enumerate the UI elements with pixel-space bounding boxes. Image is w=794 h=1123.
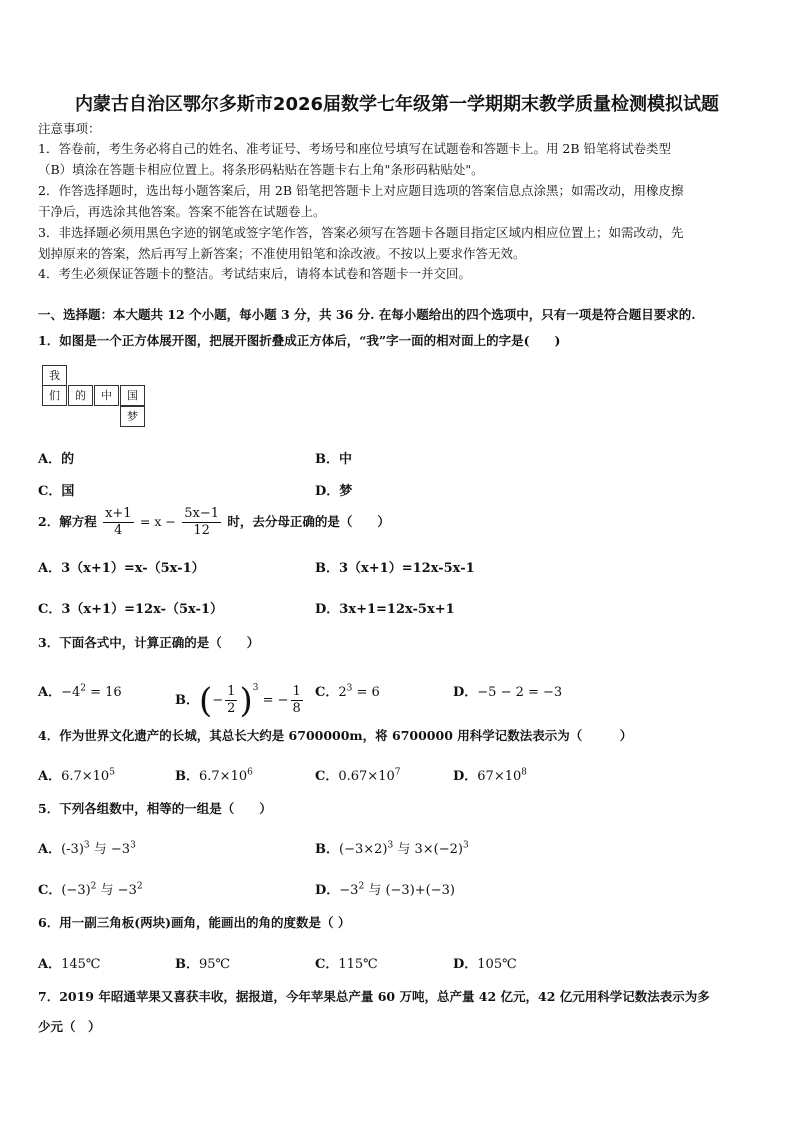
q5-b-label: B． (315, 842, 339, 857)
q2-pre: 2．解方程 (38, 514, 97, 529)
q5-c-term1-exp: 2 (90, 881, 97, 892)
net-cell-guo: 国 (120, 385, 145, 406)
q5-option-b (315, 838, 469, 857)
q1-stem: 1．如图是一个正方体展开图，把展开图折叠成正方体后，“我”字一面的相对面上的字是( ) (38, 333, 561, 348)
q5-a-mid: 与 −3 (89, 842, 131, 857)
q2-option-a: A．3（x+1）=x-（5x-1） (38, 561, 205, 576)
q5-a-term1-exp: 3 (83, 840, 90, 851)
q6-d-value: 105℃ (477, 957, 517, 972)
q2-frac2-numerator: 5x−1 (184, 506, 220, 521)
q6-c-label: C． (315, 957, 339, 972)
cube-net-figure (42, 365, 148, 433)
q4-option-b (175, 765, 253, 784)
note-3-line-2: 划掉原来的答案，然后再写上新答案；不准使用铅笔和涂改液。不按以上要求作答无效。 (38, 246, 526, 261)
net-cell-men: 们 (42, 385, 67, 406)
q6-option-a (38, 953, 100, 972)
q1-option-d: D．梦 (315, 484, 353, 499)
net-cell-zhong: 中 (94, 385, 119, 406)
q5-c-term2-exp: 2 (136, 881, 143, 892)
q5-c-label: C． (38, 883, 62, 898)
q3-a-exp: 2 (80, 683, 86, 694)
note-2-line-1: 2．作答选择题时，选出每小题答案后，用 2B 铅笔把答题卡上对应题目选项的答案信息点涂黑；如需改动，用橡皮擦 (38, 183, 684, 198)
q6-d-label: D． (453, 957, 478, 972)
q6-c-value: 115℃ (338, 957, 378, 972)
q4-option-c (315, 765, 400, 784)
q5-d-term1: −3 (339, 883, 359, 898)
q2-fraction-2 (182, 506, 221, 539)
q3-b-label: B． (175, 693, 199, 708)
q3-option-c (315, 681, 380, 700)
q4-c-exp: 7 (394, 767, 401, 778)
q3-a-rest: = 16 (86, 685, 122, 700)
q6-a-label: A． (38, 957, 62, 972)
q3-c-label: C． (315, 685, 339, 700)
q3-b-frac-num: 1 (227, 684, 236, 699)
q5-b-term1: (−3×2) (339, 842, 388, 857)
q1-option-b: B．中 (315, 452, 352, 467)
q4-option-a (38, 765, 115, 784)
q4-b-base: 6.7×10 (199, 769, 248, 784)
q5-a-label: A． (38, 842, 62, 857)
q5-a-term2-exp: 3 (130, 840, 136, 851)
q6-b-label: B． (175, 957, 199, 972)
q3-d-label: D． (453, 685, 478, 700)
q3-a-label: A． (38, 685, 62, 700)
q3-b-eq: = − (258, 693, 289, 708)
q6-option-c (315, 953, 378, 972)
net-cell-wo: 我 (42, 365, 67, 386)
q4-a-base: 6.7×10 (61, 769, 110, 784)
q3-stem: 3．下面各式中，计算正确的是（ ） (38, 635, 260, 650)
q5-c-mid: 与 −3 (96, 883, 137, 898)
notes-heading: 注意事项： (38, 121, 101, 136)
q3-c-base: 2 (338, 685, 347, 700)
q3-b-neg: − (212, 693, 224, 708)
q4-stem: 4．作为世界文化遗产的长城，其总长大约是 6700000m，将 6700000 用科学记数法表示为（ ） (38, 728, 633, 743)
q4-a-label: A． (38, 769, 62, 784)
q3-option-a (38, 681, 122, 700)
q2-frac2-denominator: 12 (193, 523, 210, 538)
page-title: 内蒙古自治区鄂尔多斯市2026届数学七年级第一学期期末教学质量检测模拟试题 (74, 94, 720, 115)
q2-stem (38, 505, 390, 539)
q3-option-d (453, 681, 562, 700)
q4-d-base: 67×10 (477, 769, 522, 784)
note-1-line-2: （B）填涂在答题卡相应位置上。将条形码粘贴在答题卡右上角"条形码粘贴处"。 (38, 162, 484, 177)
q4-b-exp: 6 (247, 767, 253, 778)
q5-option-d (315, 879, 455, 898)
q7-stem-line-2: 少元（ ） (38, 1019, 101, 1034)
q3-b-result-den: 8 (292, 701, 301, 716)
q3-d-expr: −5 − 2 = −3 (477, 685, 563, 700)
q6-option-b (175, 953, 230, 972)
q4-c-label: C． (315, 769, 339, 784)
q2-option-d: D．3x+1=12x-5x+1 (315, 602, 455, 617)
q5-option-c (38, 879, 143, 898)
q3-option-b: B．(− $\frac{1}{2}$ )$^3$ = − $\frac{1}{8}$ (175, 680, 301, 721)
q6-b-value: 95℃ (199, 957, 231, 972)
q3-a-base: −4 (61, 685, 81, 700)
q5-b-mid: 与 3×(−2) (393, 842, 463, 857)
q3-b-result-num: 1 (292, 684, 301, 699)
q1-option-c: C．国 (38, 484, 75, 499)
q7-stem-line-1: 7．2019 年昭通苹果又喜获丰收，据报道，今年苹果总产量 60 万吨，总产量 42 亿元，42 亿元用科学记数法表示为多 (38, 989, 710, 1004)
q3-b-result-frac (291, 684, 303, 717)
q4-d-exp: 8 (521, 767, 527, 778)
note-2-line-2: 干净后，再选涂其他答案。答案不能答在试题卷上。 (38, 204, 326, 219)
q4-c-base: 0.67×10 (338, 769, 395, 784)
q4-b-label: B． (175, 769, 199, 784)
note-4: 4．考生必须保证答题卡的整洁。考试结束后，请将本试卷和答题卡一并交回。 (38, 266, 471, 281)
note-1-line-1: 1．答卷前，考生务必将自己的姓名、准考证号、考场号和座位号填写在试题卷和答题卡上。用 2B 铅笔将试卷类型 (38, 141, 672, 156)
q3-c-exp: 3 (346, 683, 353, 694)
q5-d-mid: 与 (−3)+(−3) (364, 883, 455, 898)
q6-option-d (453, 953, 517, 972)
q4-d-label: D． (453, 769, 478, 784)
q2-fraction-1 (103, 506, 134, 539)
net-cell-meng: 梦 (120, 406, 145, 427)
q5-stem: 5．下列各组数中，相等的一组是（ ） (38, 801, 272, 816)
q5-c-term1: (−3) (61, 883, 91, 898)
q5-b-term1-exp: 3 (387, 840, 394, 851)
q4-option-d (453, 765, 527, 784)
q3-b-exp: 3 (252, 683, 259, 693)
q3-c-rest: = 6 (352, 685, 380, 700)
q2-option-c: C．3（x+1）=12x-（5x-1） (38, 602, 223, 617)
q6-stem: 6．用一副三角板(两块)画角，能画出的角的度数是（ ） (38, 915, 351, 930)
q5-a-term1: (-3) (61, 842, 84, 857)
net-cell-de: 的 (68, 385, 93, 406)
q2-option-b: B．3（x+1）=12x-5x-1 (315, 561, 475, 576)
q1-option-a: A．的 (38, 452, 75, 467)
q3-b-frac-den: 2 (227, 701, 236, 716)
q6-a-value: 145℃ (61, 957, 101, 972)
q5-b-term2-exp: 3 (462, 840, 469, 851)
q5-d-term1-exp: 2 (358, 881, 365, 892)
section-heading: 一、选择题：本大题共 12 个小题，每小题 3 分，共 36 分. 在每小题给出的四个选项中，只有一项是符合题目要求的. (38, 307, 696, 322)
q2-post: 时，去分母正确的是（ ） (227, 514, 390, 529)
q5-option-a (38, 838, 136, 857)
q2-mid: = x − (139, 514, 176, 529)
q4-a-exp: 5 (109, 767, 115, 778)
note-3-line-1: 3．非选择题必须用黑色字迹的钢笔或签字笔作答，答案必须写在答题卡各题目指定区域内相应位置上；如需改动，先 (38, 225, 684, 240)
q2-frac1-denominator: 4 (114, 523, 123, 538)
q2-frac1-numerator: x+1 (105, 506, 132, 521)
q5-d-label: D． (315, 883, 340, 898)
q3-b-frac (225, 684, 237, 717)
